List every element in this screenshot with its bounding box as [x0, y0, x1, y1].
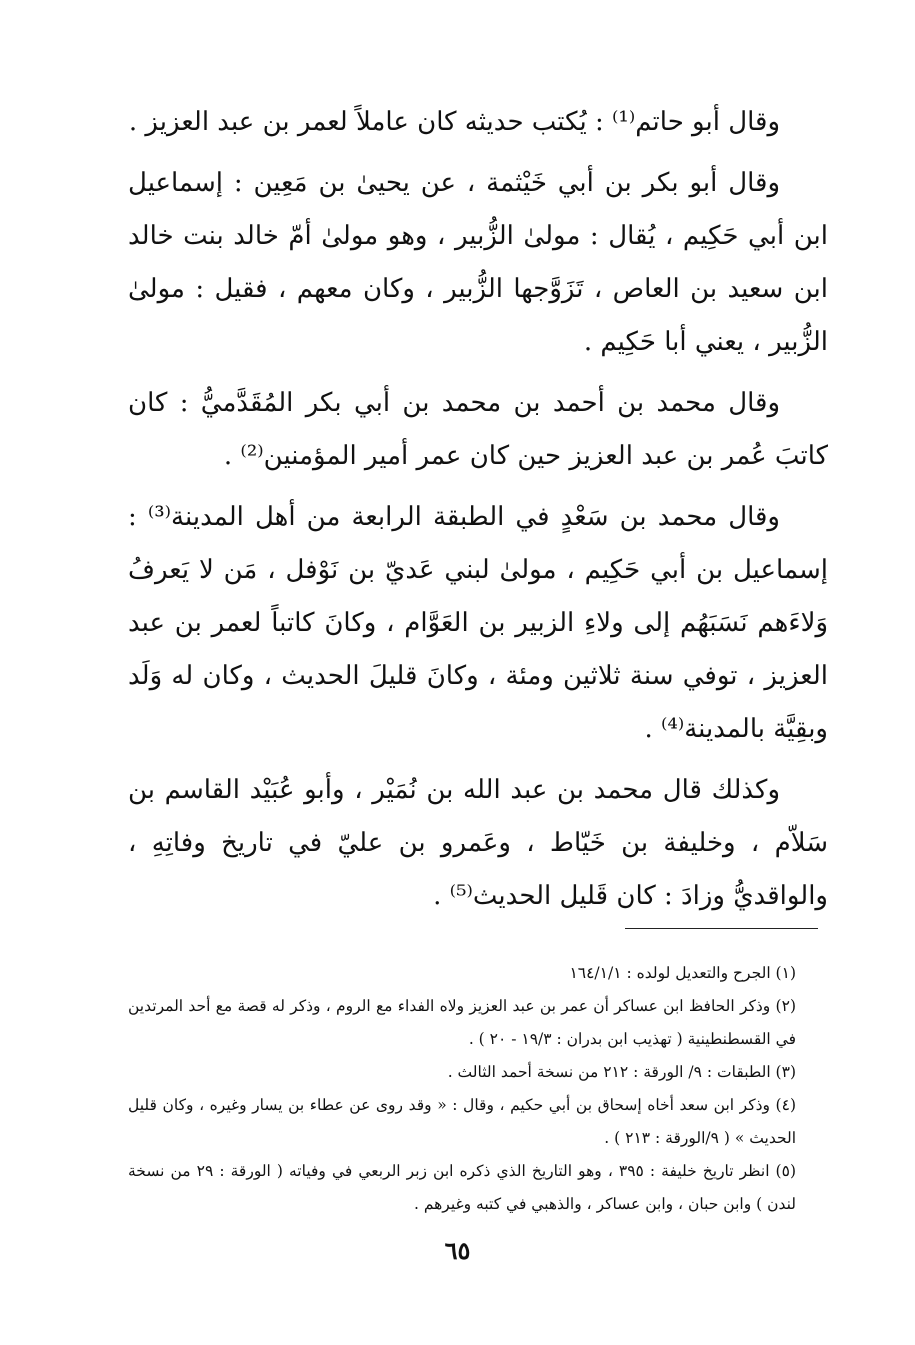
footnotes	[128, 957, 818, 1221]
footnote-3: (٣) الطبقات : ٩/ الورقة : ٢١٢ من نسخة أحمد الثالث .	[447, 1063, 796, 1081]
paragraph-1: وقال أبو حاتم⁽¹⁾ : يُكتب حديثه كان عاملاً لعمر بن عبد العزيز .	[128, 107, 780, 137]
footnote-1: (١) الجرح والتعديل لولده : ١٦٤/١/١	[569, 964, 796, 982]
footnote-4: (٤) وذكر ابن سعد أخاه إسحاق بن أبي حكيم ، وقال : « وقد روى عن عطاء بن يسار وغيره ، وكان قليل الحديث » ( ٩/الورقة : ٢١٣ ) .	[128, 1096, 796, 1147]
footnote-5: (٥) انظر تاريخ خليفة : ٣٩٥ ، وهو التاريخ الذي ذكره ابن زبر الربعي في وفياته ( الورقة : ٢٩ من نسخة لندن ) وابن حبان ، وابن عساكر ، والذهبي في كتبه وغيرهم .	[128, 1162, 796, 1213]
paragraph-4: وقال محمد بن سَعْدٍ في الطبقة الرابعة من أهل المدينة⁽³⁾ : إسماعيل بن أبي حَكِيم ، مولىٰ لبني عَديّ بن نَوْفل ، مَن لا يَعرفُ وَلاءَهم نَسَبَهُم إلى ولاءِ الزبير بن العَوَّام ، وكانَ كاتباً لعمر بن عبد العزيز ، توفي سنة ثلاثين ومئة ، وكانَ قليلَ الحديث ، وكان له وَلَد وبقِيَّة بالمدينة⁽⁴⁾ .	[128, 502, 828, 744]
paragraph-3: وقال محمد بن أحمد بن محمد بن أبي بكر المُقَدَّميُّ : كان كاتبَ عُمر بن عبد العزيز حين كان عمر أمير المؤمنين⁽²⁾ .	[128, 388, 828, 471]
page-number: ٦٥	[444, 1236, 471, 1265]
footnote-separator	[625, 928, 818, 929]
paragraph-2: وقال أبو بكر بن أبي خَيْثمة ، عن يحيىٰ بن مَعِين : إسماعيل ابن أبي حَكِيم ، يُقال : مولىٰ الزُّبير ، وهو مولىٰ أمّ خالد بنت خالد ابن سعيد بن العاص ، تَزَوَّجها الزُّبير ، وكان معهم ، فقيل : مولىٰ الزُّبير ، يعني أبا حَكِيم .	[128, 168, 828, 357]
paragraph-5: وكذلك قال محمد بن عبد الله بن نُمَيْر ، وأبو عُبَيْد القاسم بن سَلاّم ، وخليفة بن خَيّاط ، وعَمرو بن عليّ في تاريخ وفاتِهِ ، والواقديُّ وزادَ : كان قَليل الحديث⁽⁵⁾ .	[128, 775, 828, 911]
main-text	[128, 96, 828, 931]
footnote-2: (٢) وذكر الحافظ ابن عساكر أن عمر بن عبد العزيز ولاه الفداء مع الروم ، وذكر له قصة مع أحد المرتدين في القسطنطينية ( تهذيب ابن بدران : ١٩/٣ - ٢٠ ) .	[128, 997, 796, 1048]
